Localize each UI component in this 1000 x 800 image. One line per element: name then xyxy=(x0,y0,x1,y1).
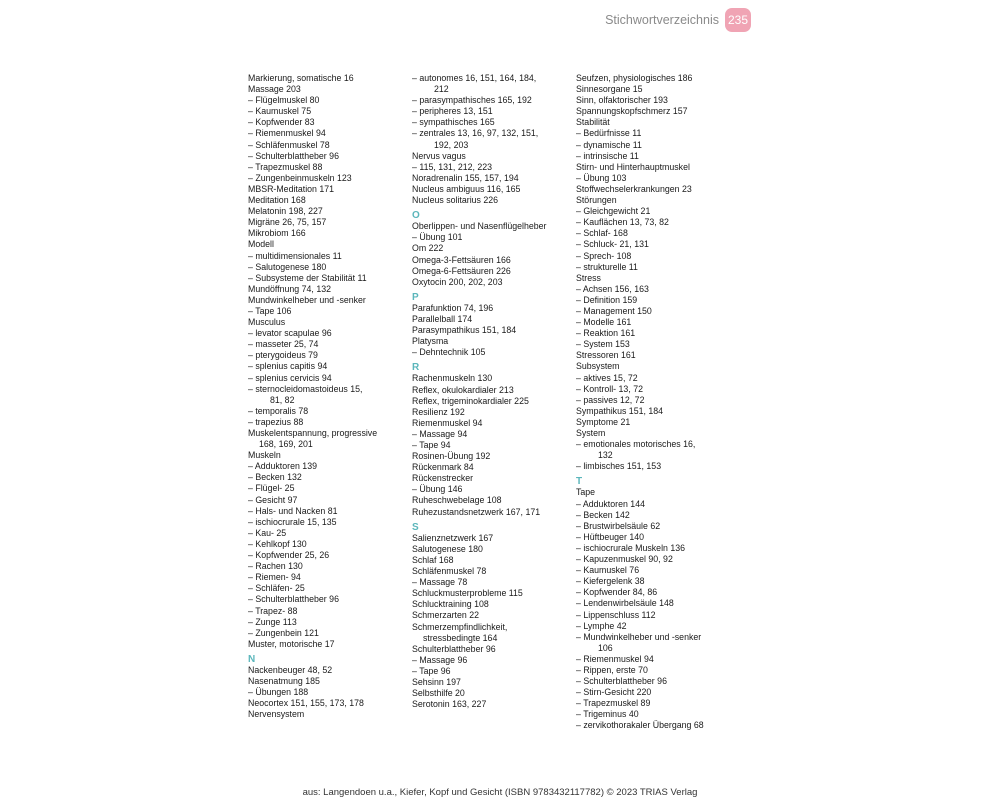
index-subentry: – Tape 106 xyxy=(248,306,413,317)
index-entry: Schlaf 168 xyxy=(412,554,454,565)
index-entry: Spannungskopfschmerz 157 xyxy=(576,106,688,117)
index-entry: Omega-3-Fettsäuren 166 xyxy=(412,254,511,265)
index-entry: Rückenstrecker xyxy=(412,473,474,484)
index-entry: Stabilität xyxy=(576,117,610,128)
section-letter: O xyxy=(412,210,420,222)
index-subentry: – Achsen 156, 163 xyxy=(576,284,741,295)
index-subentry: – aktives 15, 72 xyxy=(576,373,741,384)
index-entry: Schmerzempfindlichkeit, xyxy=(412,621,508,632)
index-subentry: – Kopfwender 25, 26 xyxy=(248,550,413,561)
index-subentry: – levator scapulae 96 xyxy=(248,328,413,339)
index-subentry: – parasympathisches 165, 192 xyxy=(412,95,577,106)
index-subentry: – Schläfen- 25 xyxy=(248,583,413,594)
index-subentry: – Trapez- 88 xyxy=(248,606,413,617)
index-subentry: – Schulterblattheber 96 xyxy=(576,676,741,687)
index-subentry: – Schulterblattheber 96 xyxy=(248,151,413,162)
index-subentry: – Übung 103 xyxy=(576,173,741,184)
index-entry: Selbsthilfe 20 xyxy=(412,688,465,699)
index-entry: MBSR-Meditation 171 xyxy=(248,183,335,194)
index-entry: Tape xyxy=(576,487,596,498)
index-entry: Neocortex 151, 155, 173, 178 xyxy=(248,698,364,709)
index-entry: Nucleus ambiguus 116, 165 xyxy=(412,183,521,194)
index-subentry: – Trigeminus 40 xyxy=(576,709,741,720)
index-entry: Schulterblattheber 96 xyxy=(412,643,496,654)
index-subentry: – Übungen 188 xyxy=(248,687,413,698)
index-subentry: – strukturelle 11 xyxy=(576,262,741,273)
index-subentry: – sympathisches 165 xyxy=(412,117,577,128)
index-subentry: – Übung 146 xyxy=(412,484,577,495)
index-subentry: – Reaktion 161 xyxy=(576,328,741,339)
index-subentry: – zentrales 13, 16, 97, 132, 151, xyxy=(412,128,577,139)
index-subentry: – Flügelmuskel 80 xyxy=(248,95,413,106)
index-entry: Stoffwechselerkrankungen 23 xyxy=(576,183,692,194)
index-subentry: – Kauflächen 13, 73, 82 xyxy=(576,217,741,228)
index-entry: Schluckmusterprobleme 115 xyxy=(412,588,523,599)
index-entry: Rückenmark 84 xyxy=(412,462,474,473)
index-subentry: – Kehlkopf 130 xyxy=(248,539,413,550)
index-entry: Ruheschwebelage 108 xyxy=(412,495,502,506)
index-entry: Nucleus solitarius 226 xyxy=(412,195,499,206)
section-letter: T xyxy=(576,476,583,488)
index-entry: Nervus vagus xyxy=(412,150,466,161)
index-continuation: 81, 82 xyxy=(270,394,295,405)
index-subentry: – Lymphe 42 xyxy=(576,621,741,632)
index-entry: Subsystem xyxy=(576,361,620,372)
index-column-3 xyxy=(576,73,741,732)
index-column-1 xyxy=(248,73,413,720)
index-entry: Musculus xyxy=(248,317,286,328)
index-subentry: – ischiocrurale Muskeln 136 xyxy=(576,543,741,554)
index-continuation: 168, 169, 201 xyxy=(259,439,313,450)
index-subentry: – Flügel- 25 xyxy=(248,483,413,494)
index-subentry: – pterygoideus 79 xyxy=(248,350,413,361)
section-letter: R xyxy=(412,362,420,374)
index-subentry: – Mundwinkelheber und -senker xyxy=(576,632,741,643)
index-entry: Modell xyxy=(248,239,274,250)
source-footer: aus: Langendoen u.a., Kiefer, Kopf und Gesicht (ISBN 9783432117782) © 2023 TRIAS Verlag xyxy=(302,787,698,798)
index-entry: Muskeln xyxy=(248,450,281,461)
index-subentry: – Riemenmuskel 94 xyxy=(248,128,413,139)
index-subentry: – Trapezmuskel 89 xyxy=(576,698,741,709)
index-subentry: – Lendenwirbelsäule 148 xyxy=(576,598,741,609)
index-subentry: – Stirn-Gesicht 220 xyxy=(576,687,741,698)
index-subentry: – Massage 78 xyxy=(412,577,577,588)
index-entry: Oberlippen- und Nasenflügelheber xyxy=(412,221,547,232)
index-entry: Störungen xyxy=(576,195,617,206)
index-subentry: – Brustwirbelsäule 62 xyxy=(576,521,741,532)
index-entry: Schlucktraining 108 xyxy=(412,599,489,610)
index-entry: Parallelball 174 xyxy=(412,313,473,324)
index-entry: Resilienz 192 xyxy=(412,406,465,417)
index-entry: Platysma xyxy=(412,336,449,347)
index-subentry: – Bedürfnisse 11 xyxy=(576,128,741,139)
index-subentry: – Kapuzenmuskel 90, 92 xyxy=(576,554,741,565)
index-subentry: – Trapezmuskel 88 xyxy=(248,162,413,173)
index-entry: Markierung, somatische 16 xyxy=(248,73,354,83)
section-letter: N xyxy=(248,653,256,665)
index-subentry: – Becken 142 xyxy=(576,510,741,521)
section-letter: S xyxy=(412,521,419,533)
index-entry: Muskelentspannung, progressive xyxy=(248,428,378,438)
index-entry: Schmerzarten 22 xyxy=(412,610,479,621)
index-subentry: – limbisches 151, 153 xyxy=(576,461,741,472)
index-subentry: – sternocleidomastoideus 15, xyxy=(248,384,413,395)
index-entry: Salutogenese 180 xyxy=(412,543,483,554)
index-subentry: – Adduktoren 139 xyxy=(248,461,413,472)
index-entry: Symptome 21 xyxy=(576,416,631,427)
index-entry: Oxytocin 200, 202, 203 xyxy=(412,276,503,287)
index-subentry: – Riemen- 94 xyxy=(248,572,413,583)
index-subentry: – Kau- 25 xyxy=(248,528,413,539)
index-entry: Rachenmuskeln 130 xyxy=(412,373,493,384)
index-subentry: – Sprech- 108 xyxy=(576,251,741,262)
index-subentry: – Zungenbeinmuskeln 123 xyxy=(248,173,413,184)
index-subentry: – zervikothorakaler Übergang 68 xyxy=(576,720,741,731)
index-subentry: – multidimensionales 11 xyxy=(248,251,413,262)
index-subentry: – Zungenbein 121 xyxy=(248,628,413,639)
index-subentry: – Schluck- 21, 131 xyxy=(576,239,741,250)
index-subentry: – splenius cervicis 94 xyxy=(248,373,413,384)
index-entry: Stress xyxy=(576,272,601,283)
index-subentry: – masseter 25, 74 xyxy=(248,339,413,350)
index-subentry: – Lippenschluss 112 xyxy=(576,610,741,621)
index-entry: Sinn, olfaktorischer 193 xyxy=(576,95,668,106)
index-continuation: 192, 203 xyxy=(434,139,469,150)
index-subentry: – Subsysteme der Stabilität 11 xyxy=(248,273,413,284)
index-subentry: – emotionales motorisches 16, xyxy=(576,439,741,450)
index-subentry: – Gleichgewicht 21 xyxy=(576,206,741,217)
index-entry: Om 222 xyxy=(412,243,444,254)
index-entry: Parafunktion 74, 196 xyxy=(412,302,494,313)
index-subentry: – Modelle 161 xyxy=(576,317,741,328)
index-entry: Nasenatmung 185 xyxy=(248,676,320,687)
index-entry: Stressoren 161 xyxy=(576,350,636,361)
section-letter: P xyxy=(412,291,419,303)
index-entry: Mundöffnung 74, 132 xyxy=(248,283,331,294)
index-entry: Sehsinn 197 xyxy=(412,676,461,687)
index-subentry: – Hals- und Nacken 81 xyxy=(248,506,413,517)
index-subentry: – Adduktoren 144 xyxy=(576,499,741,510)
index-subentry: – Rachen 130 xyxy=(248,561,413,572)
index-entry: Melatonin 198, 227 xyxy=(248,206,323,217)
index-entry: Seufzen, physiologisches 186 xyxy=(576,73,693,83)
index-entry: Schläfenmuskel 78 xyxy=(412,566,487,577)
index-subentry: – passives 12, 72 xyxy=(576,395,741,406)
index-subentry: – trapezius 88 xyxy=(248,417,413,428)
index-continuation: 132 xyxy=(598,450,613,461)
index-entry: Rosinen-Übung 192 xyxy=(412,451,491,462)
index-entry: Sympathikus 151, 184 xyxy=(576,405,664,416)
index-subentry: – splenius capitis 94 xyxy=(248,361,413,372)
index-subentry: – Kontroll- 13, 72 xyxy=(576,384,741,395)
index-entry: Mikrobiom 166 xyxy=(248,228,306,239)
index-subentry: – 115, 131, 212, 223 xyxy=(412,162,577,173)
index-entry: Meditation 168 xyxy=(248,195,306,206)
index-subentry: – Dehntechnik 105 xyxy=(412,347,577,358)
index-subentry: – Riemenmuskel 94 xyxy=(576,654,741,665)
index-continuation: 106 xyxy=(598,642,613,653)
index-entry: Noradrenalin 155, 157, 194 xyxy=(412,172,519,183)
index-subentry: – Kiefergelenk 38 xyxy=(576,576,741,587)
index-subentry: – System 153 xyxy=(576,339,741,350)
index-subentry: – Kopfwender 83 xyxy=(248,117,413,128)
index-column-2 xyxy=(412,73,577,710)
index-entry: Omega-6-Fettsäuren 226 xyxy=(412,265,511,276)
index-subentry: – ischiocrurale 15, 135 xyxy=(248,517,413,528)
index-entry: Ruhezustandsnetzwerk 167, 171 xyxy=(412,506,541,517)
index-subentry: – Gesicht 97 xyxy=(248,495,413,506)
index-subentry: – Management 150 xyxy=(576,306,741,317)
index-entry: Reflex, okulokardialer 213 xyxy=(412,384,514,395)
index-subentry: – Zunge 113 xyxy=(248,617,413,628)
section-title: Stichwortverzeichnis xyxy=(605,13,719,27)
index-continuation: stressbedingte 164 xyxy=(423,632,498,643)
index-subentry: – Rippen, erste 70 xyxy=(576,665,741,676)
index-subentry: – autonomes 16, 151, 164, 184, xyxy=(412,73,577,84)
index-entry: Nackenbeuger 48, 52 xyxy=(248,664,333,675)
index-entry: Riemenmuskel 94 xyxy=(412,417,483,428)
index-subentry: – Kopfwender 84, 86 xyxy=(576,587,741,598)
page-number-badge: 235 xyxy=(725,8,751,32)
index-entry: Mundwinkelheber und -senker xyxy=(248,294,366,305)
index-entry: Serotonin 163, 227 xyxy=(412,699,487,710)
index-entry: Parasympathikus 151, 184 xyxy=(412,325,517,336)
index-subentry: – Massage 94 xyxy=(412,429,577,440)
index-subentry: – Salutogenese 180 xyxy=(248,262,413,273)
index-entry: Sinnesorgane 15 xyxy=(576,84,643,95)
index-entry: Salienznetzwerk 167 xyxy=(412,532,494,543)
index-subentry: – Massage 96 xyxy=(412,655,577,666)
index-continuation: 212 xyxy=(434,84,449,95)
index-subentry: – temporalis 78 xyxy=(248,406,413,417)
index-entry: Nervensystem xyxy=(248,709,305,720)
index-entry: Muster, motorische 17 xyxy=(248,638,335,649)
page-header xyxy=(605,8,751,32)
index-subentry: – Hüftbeuger 140 xyxy=(576,532,741,543)
index-subentry: – Schulterblattheber 96 xyxy=(248,594,413,605)
index-subentry: – dynamische 11 xyxy=(576,140,741,151)
index-subentry: – Schläfenmuskel 78 xyxy=(248,140,413,151)
index-subentry: – Tape 94 xyxy=(412,440,577,451)
index-entry: Stirn- und Hinterhauptmuskel xyxy=(576,161,690,172)
index-subentry: – Tape 96 xyxy=(412,666,577,677)
index-subentry: – Becken 132 xyxy=(248,472,413,483)
index-subentry: – intrinsische 11 xyxy=(576,151,741,162)
index-entry: Massage 203 xyxy=(248,84,301,95)
index-entry: System xyxy=(576,428,606,438)
index-subentry: – Kaumuskel 75 xyxy=(248,106,413,117)
index-subentry: – Schlaf- 168 xyxy=(576,228,741,239)
index-subentry: – Definition 159 xyxy=(576,295,741,306)
index-entry: Reflex, trigeminokardialer 225 xyxy=(412,395,529,406)
index-subentry: – Übung 101 xyxy=(412,232,577,243)
index-entry: Migräne 26, 75, 157 xyxy=(248,217,327,228)
index-subentry: – Kaumuskel 76 xyxy=(576,565,741,576)
index-subentry: – peripheres 13, 151 xyxy=(412,106,577,117)
